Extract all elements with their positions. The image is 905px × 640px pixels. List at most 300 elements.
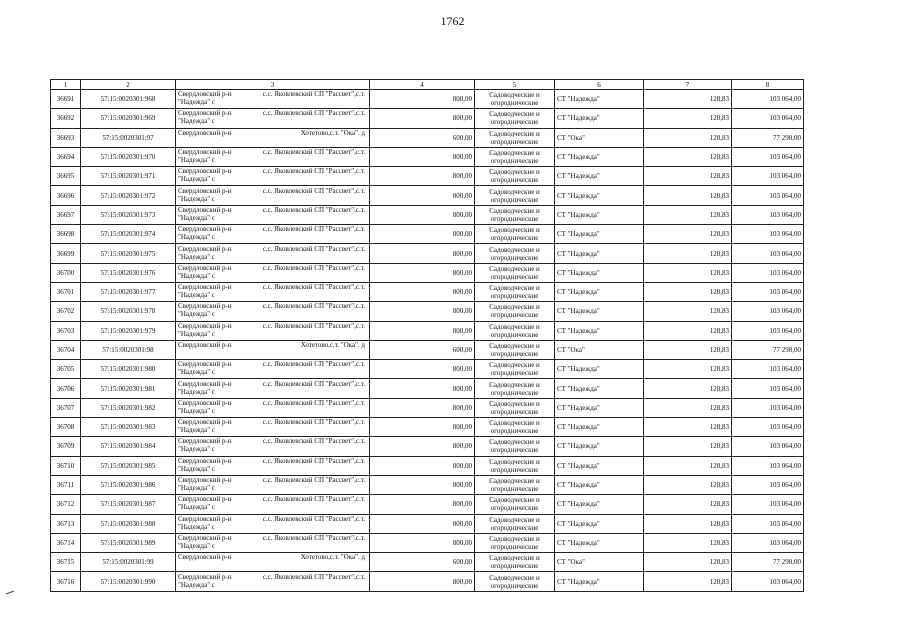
society-cell: СТ "Надежда" xyxy=(555,514,644,533)
location-cell xyxy=(176,321,370,340)
location-address: с.с. Яковлевский СП "Рассвет",с.т. xyxy=(262,321,365,330)
cadastral-number-cell: 57:15:0020301:981 xyxy=(81,379,176,398)
land-use-line-1: Садоводческие и xyxy=(489,129,540,138)
row-number-cell: 36691 xyxy=(51,90,81,109)
table-row xyxy=(51,263,804,282)
society-cell: СТ "Надежда" xyxy=(555,225,644,244)
location-address: с.с. Яковлевский СП "Рассвет",с.т. xyxy=(262,167,365,176)
location-settlement: "Надежда" с xyxy=(178,387,215,396)
location-district: Свердловский р-н xyxy=(178,514,232,523)
cadastral-value-cell: 77 298,00 xyxy=(732,340,804,359)
location-district: Свердловский р-н xyxy=(178,495,232,504)
society-cell: СТ "Надежда" xyxy=(555,109,644,128)
location-cell xyxy=(176,186,370,205)
area-cell: 800,00 xyxy=(370,572,475,591)
row-number-cell: 36701 xyxy=(51,282,81,301)
cadastral-number-cell: 57:15:0020301:987 xyxy=(81,495,176,514)
location-settlement: "Надежда" с xyxy=(178,117,215,126)
row-number-cell: 36696 xyxy=(51,186,81,205)
land-use-cell xyxy=(475,360,555,379)
land-use-line-2: огороднические xyxy=(490,137,539,146)
land-use-line-2: огороднические xyxy=(490,99,539,108)
location-cell xyxy=(176,533,370,552)
cadastral-number-cell: 57:15:0020301:973 xyxy=(81,205,176,224)
area-cell: 800,00 xyxy=(370,186,475,205)
column-header: 5 xyxy=(475,80,555,90)
location-settlement: "Надежда" с xyxy=(178,175,215,184)
land-use-line-1: Садоводческие и xyxy=(489,573,540,582)
rate-cell: 128,83 xyxy=(644,553,732,572)
cadastral-number-cell: 57:15:0020301:972 xyxy=(81,186,176,205)
location-district: Свердловский р-н xyxy=(178,341,232,349)
location-address: с.с. Яковлевский СП "Рассвет",с.т. xyxy=(262,437,365,446)
land-use-cell xyxy=(475,205,555,224)
land-use-line-2: огороднические xyxy=(490,253,539,262)
land-use-cell xyxy=(475,418,555,437)
table-row xyxy=(51,398,804,417)
location-district: Свердловский р-н xyxy=(178,263,232,272)
land-use-cell xyxy=(475,572,555,591)
land-use-cell xyxy=(475,186,555,205)
location-settlement: "Надежда" с xyxy=(178,368,215,377)
location-settlement: "Надежда" с xyxy=(178,310,215,319)
location-address: с.с. Яковлевский СП "Рассвет",с.т. xyxy=(262,456,365,465)
society-cell: СТ "Ока" xyxy=(555,553,644,572)
cadastral-value-cell: 103 064,00 xyxy=(732,398,804,417)
cadastral-number-cell: 57:15:0020301:979 xyxy=(81,321,176,340)
cadastral-value-cell: 103 064,00 xyxy=(732,302,804,321)
location-settlement: "Надежда" с xyxy=(178,213,215,222)
table-row xyxy=(51,456,804,475)
land-use-line-2: огороднические xyxy=(490,542,539,551)
table-row xyxy=(51,572,804,591)
location-address: с.с. Яковлевский СП "Рассвет",с.т. xyxy=(262,263,365,272)
land-use-cell xyxy=(475,282,555,301)
location-cell xyxy=(176,302,370,321)
location-settlement: "Надежда" с xyxy=(178,329,215,338)
column-header: 8 xyxy=(732,80,804,90)
row-number-cell: 36709 xyxy=(51,437,81,456)
table-row xyxy=(51,321,804,340)
rate-cell: 128,83 xyxy=(644,263,732,282)
location-settlement: "Надежда" с xyxy=(178,445,215,454)
area-cell: 800,00 xyxy=(370,167,475,186)
land-use-line-1: Садоводческие и xyxy=(489,477,540,486)
cadastral-number-cell: 57:15:0020301:984 xyxy=(81,437,176,456)
cadastral-value-cell: 103 064,00 xyxy=(732,244,804,263)
society-cell: СТ "Надежда" xyxy=(555,475,644,494)
cadastral-value-cell: 103 064,00 xyxy=(732,167,804,186)
land-use-line-2: огороднические xyxy=(490,176,539,185)
rate-cell: 128,83 xyxy=(644,398,732,417)
land-use-line-2: огороднические xyxy=(490,446,539,455)
land-use-line-2: огороднические xyxy=(490,388,539,397)
land-use-line-1: Садоводческие и xyxy=(489,361,540,370)
row-number-cell: 36711 xyxy=(51,475,81,494)
column-header: 6 xyxy=(555,80,644,90)
land-use-line-2: огороднические xyxy=(490,407,539,416)
rate-cell: 128,83 xyxy=(644,282,732,301)
land-use-line-1: Садоводческие и xyxy=(489,457,540,466)
society-cell: СТ "Надежда" xyxy=(555,398,644,417)
rate-cell: 128,83 xyxy=(644,302,732,321)
table-row xyxy=(51,553,804,572)
location-address: с.с. Яковлевский СП "Рассвет",с.т. xyxy=(262,283,365,292)
area-cell: 800,00 xyxy=(370,263,475,282)
cadastral-number-cell: 57:15:0020301:97 xyxy=(81,128,176,147)
land-use-cell xyxy=(475,225,555,244)
location-cell xyxy=(176,398,370,417)
land-use-line-1: Садоводческие и xyxy=(489,187,540,196)
cadastral-number-cell: 57:15:0020301:968 xyxy=(81,90,176,109)
land-use-line-2: огороднические xyxy=(490,272,539,281)
society-cell: СТ "Надежда" xyxy=(555,147,644,166)
land-use-cell xyxy=(475,167,555,186)
location-settlement: "Надежда" с xyxy=(178,503,215,512)
cadastral-number-cell: 57:15:0020301:976 xyxy=(81,263,176,282)
location-address: с.с. Яковлевский СП "Рассвет",с.т. xyxy=(262,514,365,523)
land-use-line-2: огороднические xyxy=(490,523,539,532)
society-cell: СТ "Надежда" xyxy=(555,572,644,591)
row-number-cell: 36705 xyxy=(51,360,81,379)
land-use-line-1: Садоводческие и xyxy=(489,399,540,408)
cadastral-value-cell: 103 064,00 xyxy=(732,263,804,282)
location-cell xyxy=(176,437,370,456)
land-use-line-2: огороднические xyxy=(490,118,539,127)
area-cell: 800,00 xyxy=(370,495,475,514)
location-district: Свердловский р-н xyxy=(178,321,232,330)
row-number-cell: 36706 xyxy=(51,379,81,398)
location-district: Свердловский р-н xyxy=(178,379,232,388)
table-row xyxy=(51,186,804,205)
cadastral-value-cell: 103 064,00 xyxy=(732,379,804,398)
location-settlement: "Надежда" с xyxy=(178,580,215,589)
rate-cell: 128,83 xyxy=(644,437,732,456)
cadastral-value-cell: 103 064,00 xyxy=(732,514,804,533)
land-use-line-1: Садоводческие и xyxy=(489,264,540,273)
location-cell xyxy=(176,128,370,147)
cadastral-value-cell: 103 064,00 xyxy=(732,475,804,494)
cadastral-number-cell: 57:15:0020301:978 xyxy=(81,302,176,321)
cadastral-number-cell: 57:15:0020301:99 xyxy=(81,553,176,572)
location-district: Свердловский р-н xyxy=(178,90,232,99)
location-address: Хотетово,с.т. "Ока". д xyxy=(300,553,365,562)
rate-cell: 128,83 xyxy=(644,244,732,263)
row-number-cell: 36697 xyxy=(51,205,81,224)
land-use-line-1: Садоводческие и xyxy=(489,206,540,215)
location-cell xyxy=(176,572,370,591)
row-number-cell: 36698 xyxy=(51,225,81,244)
cadastral-value-cell: 103 064,00 xyxy=(732,147,804,166)
table-row xyxy=(51,128,804,147)
location-district: Свердловский р-н xyxy=(178,553,232,562)
location-cell xyxy=(176,456,370,475)
table-row xyxy=(51,109,804,128)
society-cell: СТ "Надежда" xyxy=(555,495,644,514)
location-address: с.с. Яковлевский СП "Рассвет",с.т. xyxy=(262,244,365,253)
land-use-cell xyxy=(475,90,555,109)
society-cell: СТ "Надежда" xyxy=(555,90,644,109)
land-use-cell xyxy=(475,340,555,359)
land-use-line-1: Садоводческие и xyxy=(489,322,540,331)
location-address: Хотетово,с.т. "Ока". д xyxy=(300,341,365,349)
location-district: Свердловский р-н xyxy=(178,533,232,542)
land-use-line-1: Садоводческие и xyxy=(489,149,540,158)
location-settlement: "Надежда" с xyxy=(178,541,215,550)
row-number-cell: 36694 xyxy=(51,147,81,166)
location-cell xyxy=(176,553,370,572)
row-number-cell: 36702 xyxy=(51,302,81,321)
land-use-line-1: Садоводческие и xyxy=(489,226,540,235)
cadastral-number-cell: 57:15:0020301:989 xyxy=(81,533,176,552)
table-row xyxy=(51,360,804,379)
rate-cell: 128,83 xyxy=(644,379,732,398)
location-district: Свердловский р-н xyxy=(178,244,232,253)
location-address: с.с. Яковлевский СП "Рассвет",с.т. xyxy=(262,418,365,427)
location-district: Свердловский р-н xyxy=(178,437,232,446)
table-row xyxy=(51,533,804,552)
location-cell xyxy=(176,282,370,301)
location-address: с.с. Яковлевский СП "Рассвет",с.т. xyxy=(262,476,365,485)
area-cell: 800,00 xyxy=(370,398,475,417)
society-cell: СТ "Надежда" xyxy=(555,379,644,398)
location-address: с.с. Яковлевский СП "Рассвет",с.т. xyxy=(262,379,365,388)
rate-cell: 128,83 xyxy=(644,475,732,494)
location-district: Свердловский р-н xyxy=(178,398,232,407)
society-cell: СТ "Надежда" xyxy=(555,302,644,321)
society-cell: СТ "Надежда" xyxy=(555,263,644,282)
row-number-cell: 36713 xyxy=(51,514,81,533)
table-row xyxy=(51,225,804,244)
area-cell: 600,00 xyxy=(370,340,475,359)
row-number-cell: 36707 xyxy=(51,398,81,417)
table-row xyxy=(51,437,804,456)
table-row xyxy=(51,302,804,321)
location-address: с.с. Яковлевский СП "Рассвет",с.т. xyxy=(262,398,365,407)
rate-cell: 128,83 xyxy=(644,514,732,533)
society-cell: СТ "Надежда" xyxy=(555,360,644,379)
location-address: с.с. Яковлевский СП "Рассвет",с.т. xyxy=(262,495,365,504)
cadastral-value-cell: 103 064,00 xyxy=(732,418,804,437)
society-cell: СТ "Надежда" xyxy=(555,418,644,437)
land-use-line-1: Садоводческие и xyxy=(489,168,540,177)
location-district: Свердловский р-н xyxy=(178,167,232,176)
land-registry-table xyxy=(50,79,804,592)
table-row xyxy=(51,379,804,398)
location-settlement: "Надежда" с xyxy=(178,156,215,165)
location-district: Свердловский р-н xyxy=(178,360,232,369)
table-row xyxy=(51,205,804,224)
land-use-cell xyxy=(475,475,555,494)
land-use-line-1: Садоводческие и xyxy=(489,534,540,543)
location-district: Свердловский р-н xyxy=(178,205,232,214)
location-settlement: "Надежда" с xyxy=(178,194,215,203)
cadastral-number-cell: 57:15:0020301:975 xyxy=(81,244,176,263)
location-address: с.с. Яковлевский СП "Рассвет",с.т. xyxy=(262,360,365,369)
cadastral-value-cell: 103 064,00 xyxy=(732,90,804,109)
header-row xyxy=(51,80,804,90)
area-cell: 800,00 xyxy=(370,90,475,109)
land-use-line-2: огороднические xyxy=(490,562,539,571)
area-cell: 800,00 xyxy=(370,379,475,398)
location-district: Свердловский р-н xyxy=(178,148,232,157)
society-cell: СТ "Надежда" xyxy=(555,282,644,301)
land-use-line-1: Садоводческие и xyxy=(489,380,540,389)
land-use-line-1: Садоводческие и xyxy=(489,110,540,119)
cadastral-number-cell: 57:15:0020301:980 xyxy=(81,360,176,379)
cadastral-value-cell: 103 064,00 xyxy=(732,225,804,244)
rate-cell: 128,83 xyxy=(644,109,732,128)
location-address: с.с. Яковлевский СП "Рассвет",с.т. xyxy=(262,109,365,118)
land-use-line-2: огороднические xyxy=(490,311,539,320)
area-cell: 800,00 xyxy=(370,533,475,552)
land-use-line-2: огороднические xyxy=(490,350,539,358)
row-number-cell: 36704 xyxy=(51,340,81,359)
location-address: с.с. Яковлевский СП "Рассвет",с.т. xyxy=(262,533,365,542)
location-address: с.с. Яковлевский СП "Рассвет",с.т. xyxy=(262,148,365,157)
area-cell: 800,00 xyxy=(370,475,475,494)
table-row xyxy=(51,167,804,186)
row-number-cell: 36714 xyxy=(51,533,81,552)
land-use-line-1: Садоводческие и xyxy=(489,419,540,428)
land-use-line-2: огороднические xyxy=(490,157,539,166)
location-district: Свердловский р-н xyxy=(178,128,232,137)
location-district: Свердловский р-н xyxy=(178,456,232,465)
rate-cell: 128,83 xyxy=(644,147,732,166)
cadastral-number-cell: 57:15:0020301:985 xyxy=(81,456,176,475)
area-cell: 800,00 xyxy=(370,514,475,533)
location-district: Свердловский р-н xyxy=(178,418,232,427)
table-row xyxy=(51,475,804,494)
land-use-cell xyxy=(475,553,555,572)
cadastral-value-cell: 103 064,00 xyxy=(732,495,804,514)
row-number-cell: 36692 xyxy=(51,109,81,128)
land-use-line-2: огороднические xyxy=(490,195,539,204)
area-cell: 800,00 xyxy=(370,282,475,301)
cadastral-value-cell: 103 064,00 xyxy=(732,205,804,224)
column-header: 1 xyxy=(51,80,81,90)
rate-cell: 128,83 xyxy=(644,418,732,437)
table-row xyxy=(51,282,804,301)
land-use-cell xyxy=(475,456,555,475)
column-header: 4 xyxy=(370,80,475,90)
land-use-cell xyxy=(475,437,555,456)
cadastral-number-cell: 57:15:0020301:970 xyxy=(81,147,176,166)
cadastral-value-cell: 103 064,00 xyxy=(732,321,804,340)
cadastral-number-cell: 57:15:0020301:98 xyxy=(81,340,176,359)
location-district: Свердловский р-н xyxy=(178,109,232,118)
location-cell xyxy=(176,147,370,166)
location-cell xyxy=(176,360,370,379)
table-row xyxy=(51,514,804,533)
location-settlement: "Надежда" с xyxy=(178,406,215,415)
land-use-line-1: Садоводческие и xyxy=(489,91,540,100)
land-use-cell xyxy=(475,398,555,417)
land-use-line-2: огороднические xyxy=(490,214,539,223)
land-use-cell xyxy=(475,514,555,533)
column-header: 3 xyxy=(176,80,370,90)
cadastral-value-cell: 103 064,00 xyxy=(732,437,804,456)
land-use-cell xyxy=(475,533,555,552)
society-cell: СТ "Надежда" xyxy=(555,244,644,263)
location-cell xyxy=(176,263,370,282)
table-body xyxy=(51,90,804,592)
land-use-line-1: Садоводческие и xyxy=(489,342,540,350)
rate-cell: 128,83 xyxy=(644,205,732,224)
land-use-cell xyxy=(475,302,555,321)
row-number-cell: 36708 xyxy=(51,418,81,437)
rate-cell: 128,83 xyxy=(644,167,732,186)
location-settlement: "Надежда" с xyxy=(178,426,215,435)
society-cell: СТ "Надежда" xyxy=(555,456,644,475)
location-cell xyxy=(176,340,370,359)
location-cell xyxy=(176,205,370,224)
area-cell: 600,00 xyxy=(370,128,475,147)
cadastral-number-cell: 57:15:0020301:974 xyxy=(81,225,176,244)
location-settlement: "Надежда" с xyxy=(178,484,215,493)
land-use-cell xyxy=(475,244,555,263)
location-cell xyxy=(176,514,370,533)
land-use-line-2: огороднические xyxy=(490,465,539,474)
row-number-cell: 36700 xyxy=(51,263,81,282)
table-row xyxy=(51,418,804,437)
location-district: Свердловский р-н xyxy=(178,186,232,195)
society-cell: СТ "Ока" xyxy=(555,340,644,359)
row-number-cell: 36716 xyxy=(51,572,81,591)
area-cell: 800,00 xyxy=(370,437,475,456)
cadastral-value-cell: 103 064,00 xyxy=(732,360,804,379)
location-address: с.с. Яковлевский СП "Рассвет",с.т. xyxy=(262,90,365,99)
land-use-line-1: Садоводческие и xyxy=(489,303,540,312)
area-cell: 800,00 xyxy=(370,321,475,340)
location-cell xyxy=(176,475,370,494)
table-row xyxy=(51,495,804,514)
society-cell: СТ "Ока" xyxy=(555,128,644,147)
land-use-line-1: Садоводческие и xyxy=(489,245,540,254)
land-use-cell xyxy=(475,495,555,514)
rate-cell: 128,83 xyxy=(644,495,732,514)
row-number-cell: 36693 xyxy=(51,128,81,147)
location-settlement: "Надежда" с xyxy=(178,252,215,261)
table-row xyxy=(51,244,804,263)
rate-cell: 128,83 xyxy=(644,572,732,591)
society-cell: СТ "Надежда" xyxy=(555,186,644,205)
area-cell: 800,00 xyxy=(370,360,475,379)
land-use-line-1: Садоводческие и xyxy=(489,438,540,447)
land-use-cell xyxy=(475,128,555,147)
cadastral-number-cell: 57:15:0020301:969 xyxy=(81,109,176,128)
area-cell: 800,00 xyxy=(370,418,475,437)
margin-mark xyxy=(6,591,14,595)
cadastral-number-cell: 57:15:0020301:986 xyxy=(81,475,176,494)
rate-cell: 128,83 xyxy=(644,90,732,109)
location-cell xyxy=(176,244,370,263)
cadastral-value-cell: 103 064,00 xyxy=(732,282,804,301)
cadastral-number-cell: 57:15:0020301:977 xyxy=(81,282,176,301)
cadastral-value-cell: 103 064,00 xyxy=(732,109,804,128)
column-header: 7 xyxy=(644,80,732,90)
area-cell: 800,00 xyxy=(370,205,475,224)
land-use-cell xyxy=(475,109,555,128)
cadastral-value-cell: 103 064,00 xyxy=(732,533,804,552)
land-use-line-1: Садоводческие и xyxy=(489,515,540,524)
society-cell: СТ "Надежда" xyxy=(555,437,644,456)
location-settlement: "Надежда" с xyxy=(178,98,215,107)
society-cell: СТ "Надежда" xyxy=(555,167,644,186)
location-cell xyxy=(176,418,370,437)
area-cell: 800,00 xyxy=(370,109,475,128)
page-number: 1762 xyxy=(440,14,465,28)
